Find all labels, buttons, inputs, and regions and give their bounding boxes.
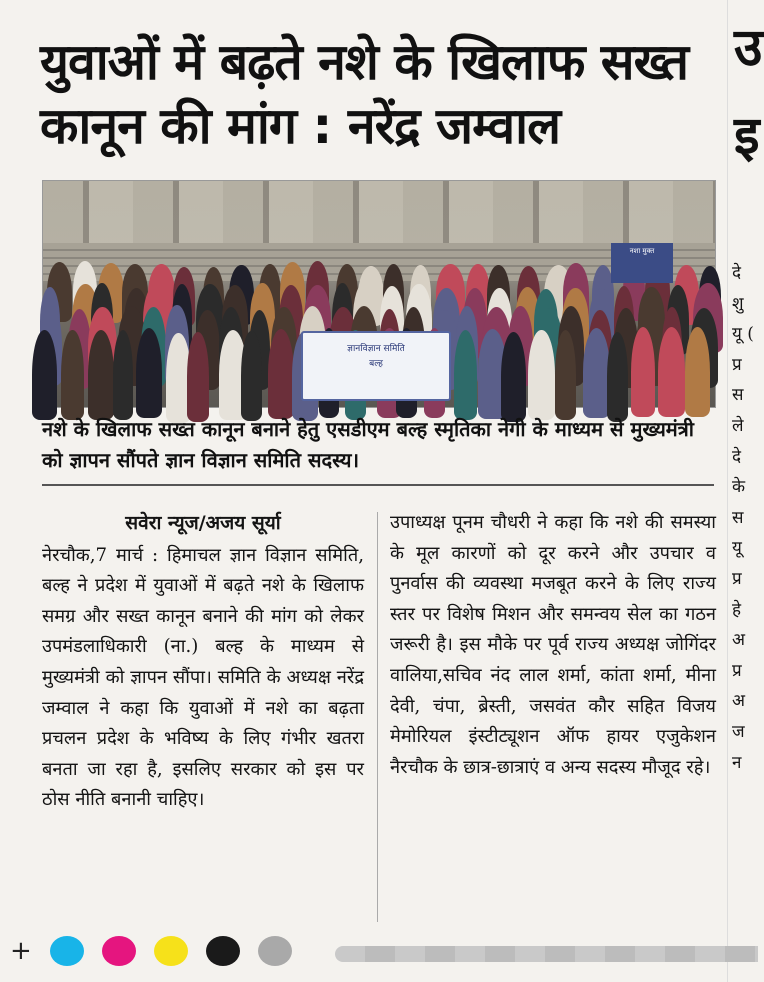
article-column-right [390, 508, 716, 783]
crowd-person [501, 332, 526, 422]
photo-sign [611, 243, 673, 283]
crowd-person [528, 330, 554, 420]
crowd-person [113, 330, 133, 420]
crowd-person [631, 327, 655, 417]
crowd-person [607, 332, 628, 422]
crowd-person [32, 330, 57, 420]
article-column-left [42, 508, 364, 816]
gray-scale-bar [335, 946, 758, 962]
photo-banner [301, 331, 451, 401]
crowd-person [187, 332, 209, 422]
photo-building [43, 181, 715, 251]
crowd-person [136, 328, 162, 418]
byline: सवेरा न्यूज/अजय सूर्या [125, 512, 281, 534]
crowd-person [685, 327, 709, 417]
article-text-right: उपाध्यक्ष पूनम चौधरी ने कहा कि नशे की समस्या के मूल कारणों को दूर करने और उपचार व पुनर्वास की व्यवस्था मजबूत करने के लिए राज्य स्तर पर विशेष मिशन और समन्वय सेल का गठन जरूरी है। इस मौके पर पूर्व राज्य अध्यक्ष जोगिंदर वालिया,सचिव नंद लाल शर्मा, कांता शर्मा, मीना देवी, चंपा, ब्रेस्ती, जसवंत कौर सहित विजय मेमोरियल इंस्टीट्यूशन ऑफ हायर एजुकेशन नैरचौक के छात्र-छात्राएं व अन्य सदस्य मौजूद रहे। [390, 512, 716, 778]
registration-cross-icon: + [10, 936, 32, 966]
crowd-person [88, 330, 114, 420]
news-photo [42, 180, 716, 408]
crowd-person [555, 330, 576, 420]
caption-rule [42, 484, 714, 486]
photo-caption: नशे के खिलाफ सख्त कानून बनाने हेतु एसडीएम बल्ह स्मृतिका नेगी के माध्यम से मुख्यमंत्री को ज्ञापन सौंपते ज्ञान विज्ञान समिति सदस्य। [42, 417, 694, 472]
adjacent-article-strip [727, 0, 763, 982]
crowd-person [61, 330, 83, 420]
cyan-dot-icon [50, 936, 84, 966]
adjacent-headline-fragment: उ इ [734, 18, 763, 166]
print-registration-marks [10, 936, 292, 966]
magenta-dot-icon [102, 936, 136, 966]
headline-line-2: कानून की मांग : नरेंद्र जम्वाल [40, 97, 560, 155]
photo-sign-text: नशा मुक्त [629, 247, 655, 255]
crowd-person [268, 329, 294, 419]
yellow-dot-icon [154, 936, 188, 966]
black-dot-icon [206, 936, 240, 966]
gray-dot-icon [258, 936, 292, 966]
headline-line-1: युवाओं में बढ़ते नशे के खिलाफ सख्त [40, 33, 689, 91]
adjacent-text-fragment: दे शु यू ( प्र स ले दे के स यू प्र हे अ प्र अ ज न [732, 263, 754, 773]
column-divider [377, 512, 378, 922]
crowd-person [454, 330, 477, 420]
cut-off-text-top [60, 0, 710, 6]
headline [40, 30, 730, 158]
crowd-person [658, 327, 685, 417]
banner-line-2: बल्ह [369, 359, 383, 369]
crowd-person [241, 331, 261, 421]
banner-line-1: ज्ञानविज्ञान समिति [347, 344, 405, 354]
article-text-left: नेरचौक,7 मार्च : हिमाचल ज्ञान विज्ञान समिति, बल्ह ने प्रदेश में युवाओं में बढ़ते नशे के खिलाफ समग्र और सख्त कानून बनाने की मांग को लेकर उपमंडलाधिकारी (ना.) बल्ह के माध्यम से मुख्यमंत्री को ज्ञापन सौंपा। समिति के अध्यक्ष नरेंद्र जम्वाल ने कहा कि युवाओं में नशे का बढ़ता प्रचलन प्रदेश के भविष्य के लिए गंभीर खतरा बनता जा रहा है, इसलिए सरकार को इस पर ठोस नीति बनानी चाहिए। [42, 544, 364, 811]
